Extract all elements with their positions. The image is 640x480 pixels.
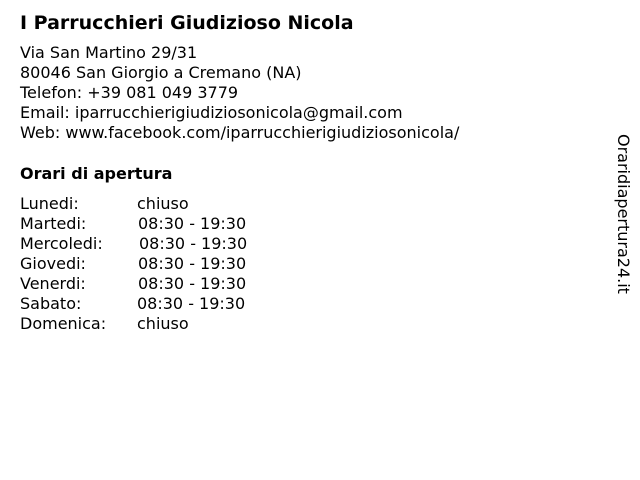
day-label: Lunedi:	[20, 194, 79, 213]
day-label: Mercoledi:	[20, 234, 103, 253]
day-hours: 08:30 - 19:30	[137, 294, 246, 313]
day-label: Domenica:	[20, 314, 107, 333]
day-hours: 08:30 - 19:30	[138, 254, 247, 273]
street-address: Via San Martino 29/31	[20, 43, 198, 62]
site-watermark	[610, 134, 640, 309]
day-hours: chiuso	[137, 194, 189, 213]
watermark-text: Oraridiapertura24.it	[614, 134, 633, 294]
day-label: Venerdi:	[20, 274, 86, 293]
day-label: Martedi:	[20, 214, 87, 233]
city-address: 80046 San Giorgio a Cremano (NA)	[20, 63, 302, 82]
day-hours: 08:30 - 19:30	[139, 234, 248, 253]
web-line: Web: www.facebook.com/iparrucchierigiudiziosonicola/	[20, 123, 460, 142]
phone-line: Telefon: +39 081 049 3779	[20, 83, 239, 102]
contact-block	[20, 43, 459, 143]
day-label: Giovedi:	[20, 254, 86, 273]
opening-hours-heading: Orari di apertura	[20, 164, 173, 183]
day-hours: 08:30 - 19:30	[138, 274, 247, 293]
day-label: Sabato:	[20, 294, 82, 313]
day-hours: chiuso	[137, 314, 189, 333]
business-name: I Parrucchieri Giudizioso Nicola	[20, 12, 354, 34]
email-line: Email: iparrucchierigiudiziosonicola@gmail.com	[20, 103, 403, 122]
day-hours: 08:30 - 19:30	[138, 214, 247, 233]
